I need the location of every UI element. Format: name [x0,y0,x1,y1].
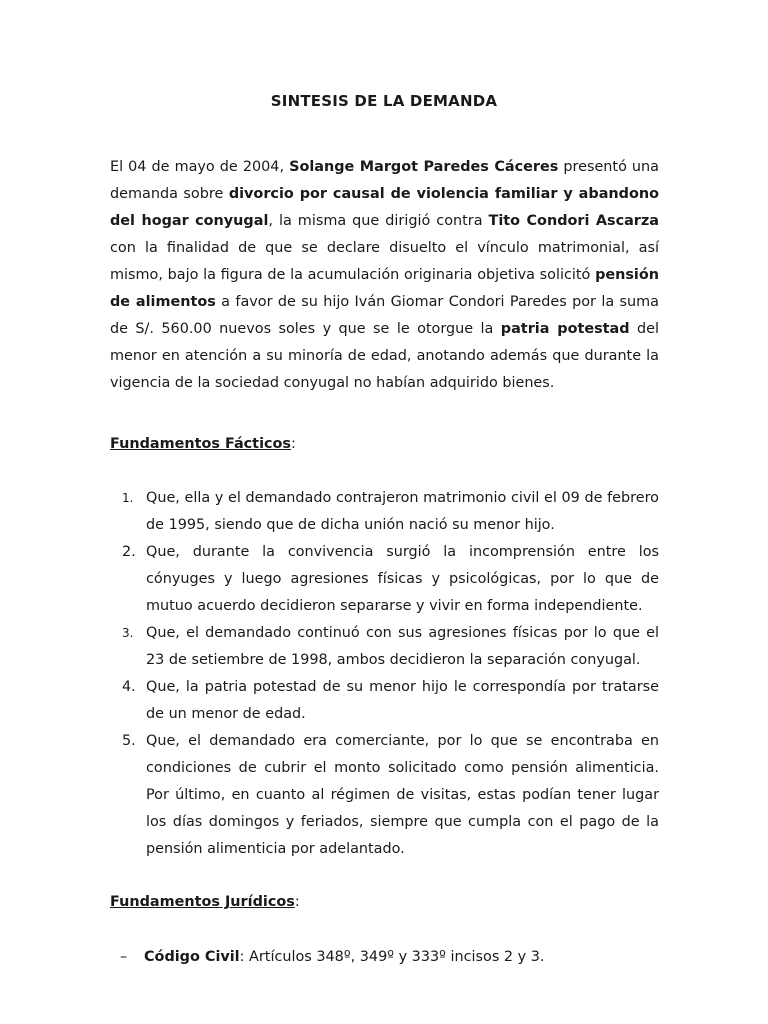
list-item [110,620,659,674]
defendant-name: Tito Condori Ascarza [488,213,659,229]
claim-type: divorcio por causal de violencia familiar y abandono del hogar conyugal [110,186,659,229]
list-item [110,485,659,539]
intro-text: con la finalidad de que se declare disuelto el vínculo matrimonial, así mismo, bajo la figura de la acumulación originaria objetiva solicitó [110,240,659,283]
dash-bullet: – [120,949,128,965]
list-item-number: 3. [122,626,134,640]
list-item-text: Que, el demandado era comerciante, por lo que se encontraba en condiciones de cubrir el monto solicitado como pensión alimenticia. Por último, en cuanto al régimen de visitas, estas podían tener lugar los días domingos y feriados, siempre que cumpla con el pago de la pensión alimenticia por adelantado. [146,733,659,857]
facts-heading [110,431,296,458]
custody-claim: patria potestad [500,321,630,337]
plaintiff-name: Solange Margot Paredes Cáceres [289,159,559,175]
list-item-number: 2. [122,544,136,560]
legal-list [110,944,659,971]
legal-heading-colon: : [294,894,300,910]
intro-text: presentó una demanda sobre [110,159,659,202]
intro-text: del menor en atención a su minoría de edad, anotando además que durante la vigencia de la sociedad conyugal no habían adquirido bienes. [110,321,659,391]
alimony-claim: pensión de alimentos [110,267,659,310]
list-item [110,539,659,620]
document-title: SINTESIS DE LA DEMANDA [270,92,498,110]
list-item-text: Que, ella y el demandado contrajeron matrimonio civil el 09 de febrero de 1995, siendo que de dicha unión nació su menor hijo. [146,490,659,533]
list-item-number: 4. [122,679,136,695]
list-item-text: Que, el demandado continuó con sus agresiones físicas por lo que el 23 de setiembre de 1998, ambos decidieron la separación conyugal. [146,625,659,668]
intro-text: El 04 de mayo de 2004, [110,159,290,175]
legal-heading-label: Fundamentos Jurídicos [110,894,295,910]
list-item-number: 1. [122,491,134,505]
facts-heading-colon: : [290,436,296,452]
legal-item-text [110,944,659,971]
list-item [110,728,659,863]
intro-text: , la misma que dirigió contra [268,213,489,229]
legal-heading [110,889,300,916]
facts-list [110,485,659,863]
intro-text: a favor de su hijo Iván Giomar Condori Paredes por la suma de S/. 560.00 nuevos soles y que se le otorgue la [110,294,659,337]
list-item [110,674,659,728]
civil-code-label: Código Civil [144,949,240,965]
facts-heading-label: Fundamentos Fácticos [110,436,291,452]
civil-code-articles: : Artículos 348º, 349º y 333º incisos 2 y 3. [239,949,545,965]
list-item-number: 5. [122,733,136,749]
intro-paragraph [110,154,659,397]
list-item-text: Que, la patria potestad de su menor hijo le correspondía por tratarse de un menor de edad. [146,679,659,722]
list-item-text: Que, durante la convivencia surgió la incomprensión entre los cónyuges y luego agresiones físicas y psicológicas, por lo que de mutuo acuerdo decidieron separarse y vivir en forma independiente. [146,544,659,614]
